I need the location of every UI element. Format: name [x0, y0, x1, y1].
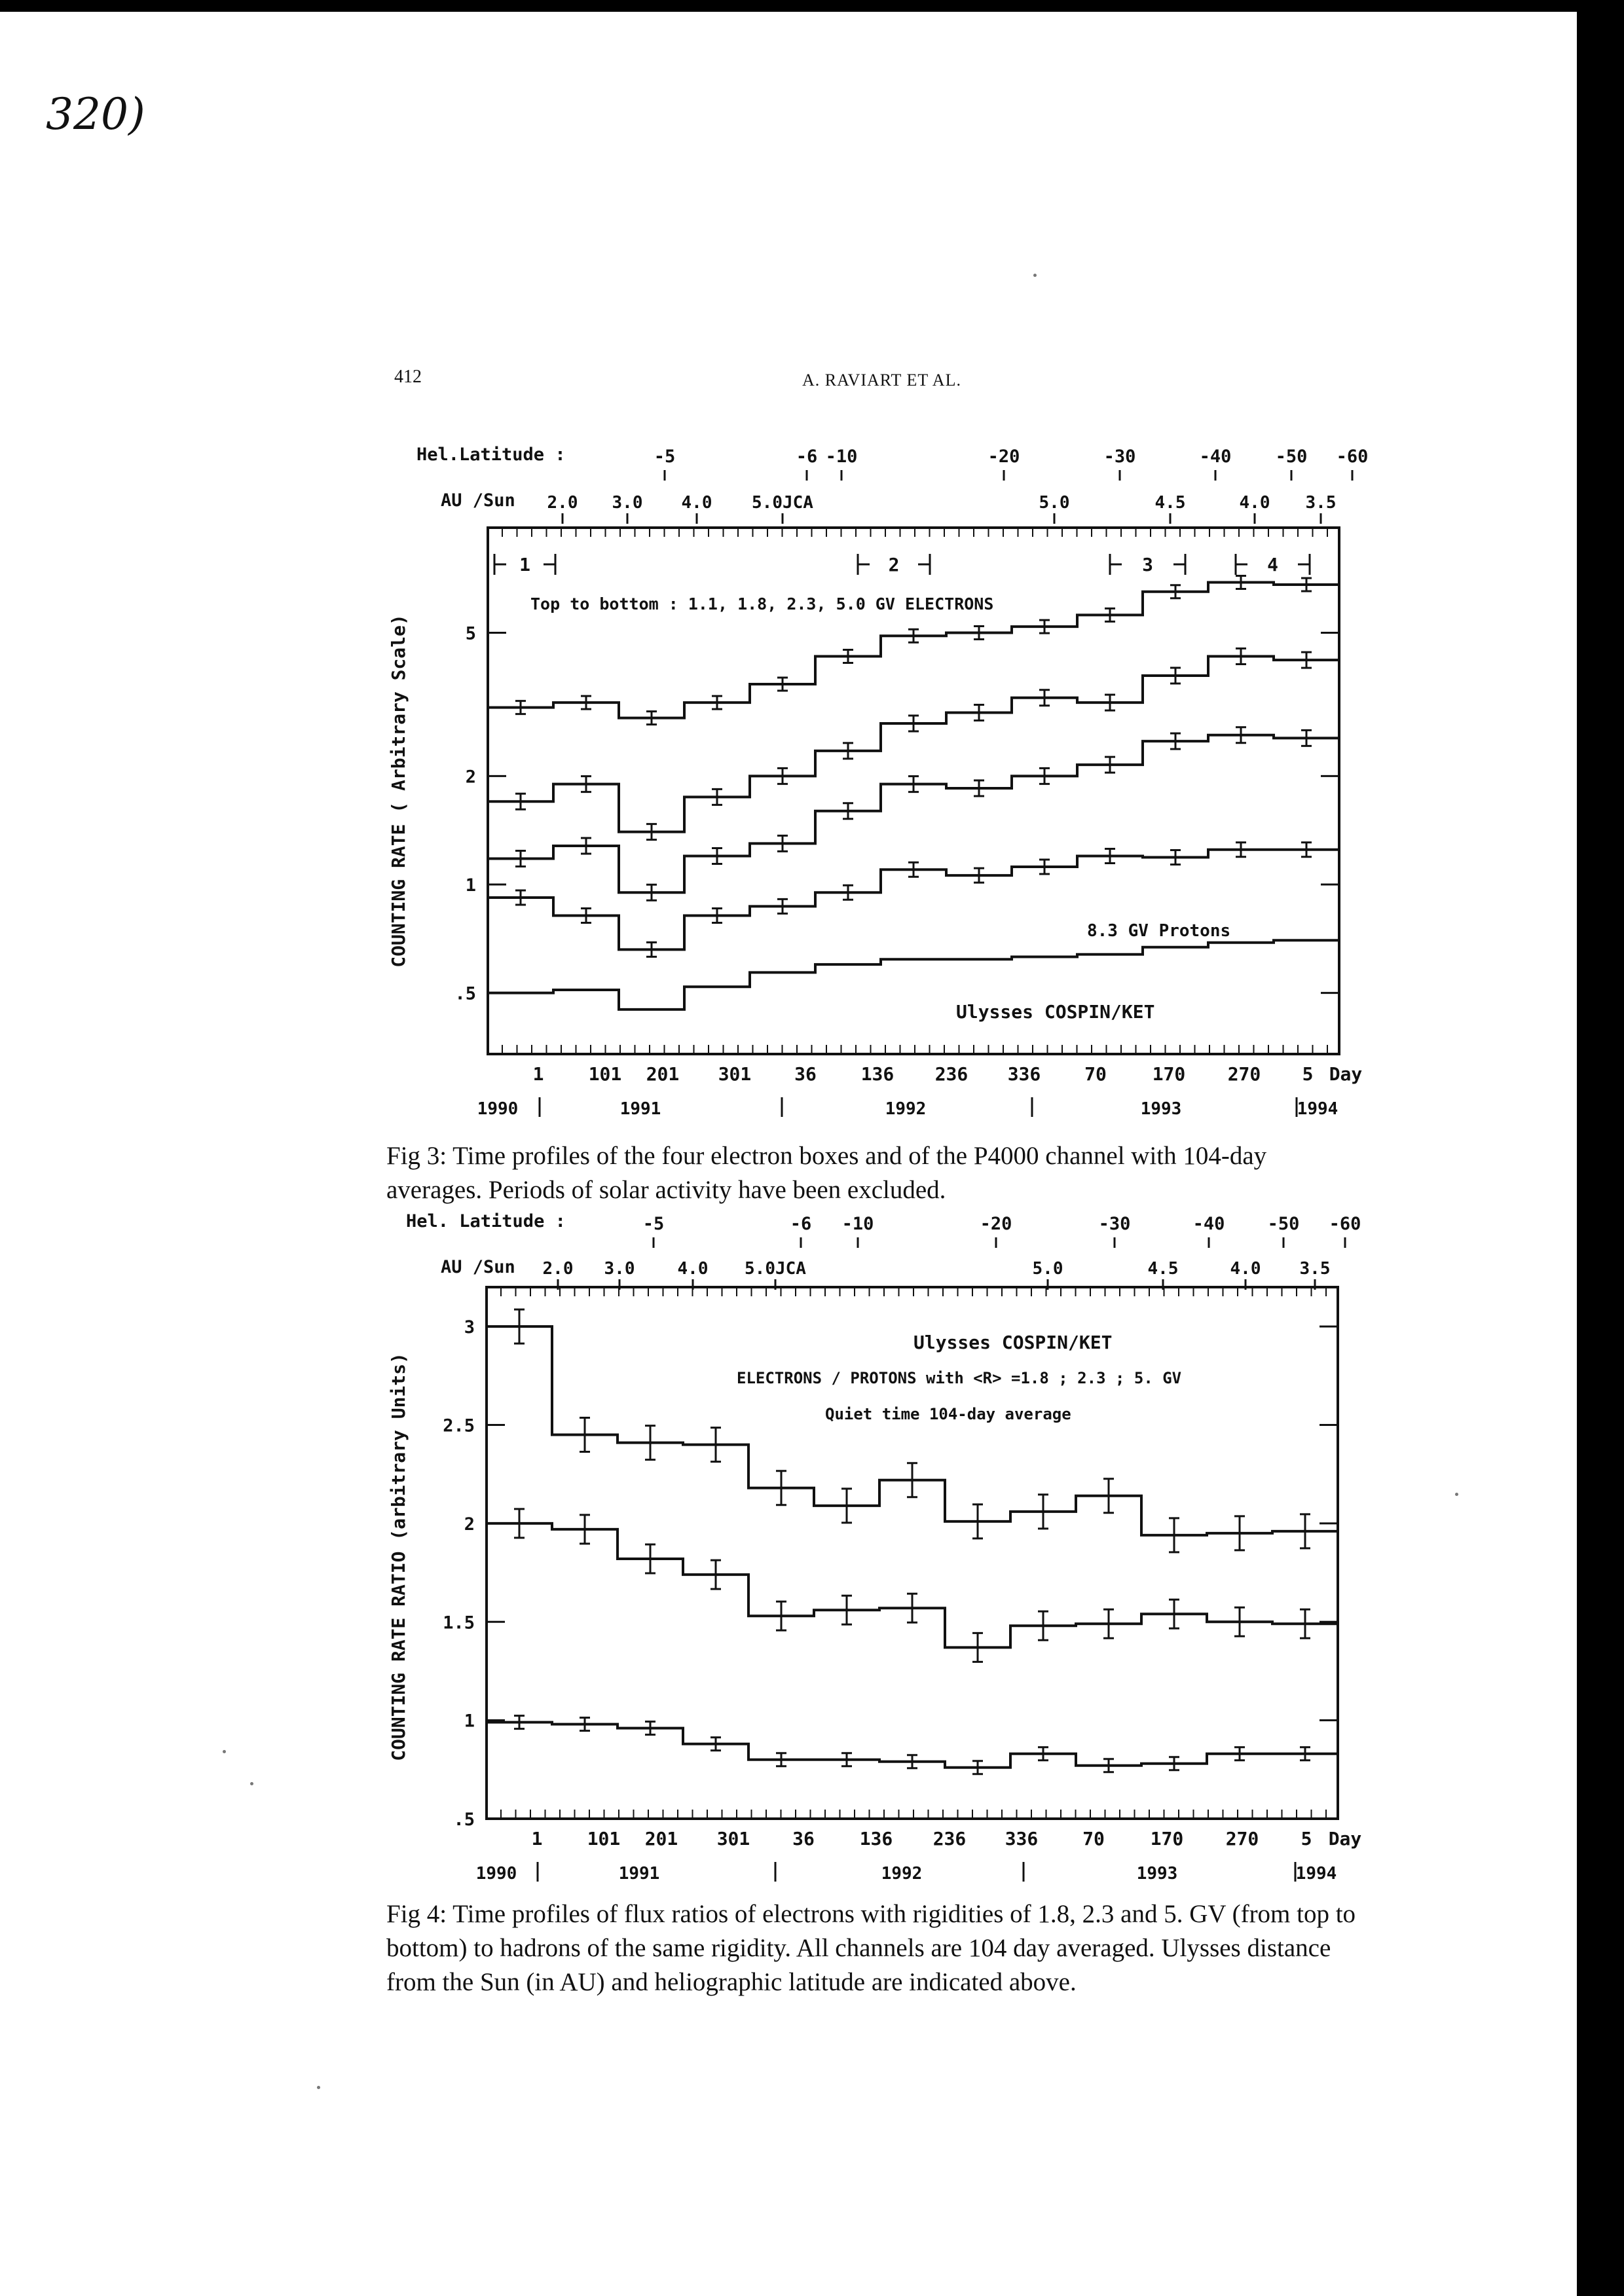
au-tick-label: 5.0JCA: [745, 1259, 806, 1279]
box-label: 1: [519, 554, 530, 575]
latitude-tick-label: -10: [841, 1214, 874, 1234]
fig3-instrument-label: Ulysses COSPIN/KET: [956, 1001, 1155, 1023]
au-tick-label: 3.0: [604, 1259, 635, 1279]
fig4-frame: [487, 1287, 1338, 1819]
box-label: 4: [1267, 554, 1278, 575]
fig3-caption: Fig 3: Time profiles of the four electron boxes and of the P4000 channel with 104-day averages. Periods of solar activity have been excluded.: [386, 1142, 1267, 1204]
fig3-year-axis: [477, 1097, 1338, 1119]
latitude-tick-label: -50: [1267, 1214, 1300, 1234]
au-tick-label: 4.5: [1154, 493, 1186, 513]
fig4-legend-line1: ELECTRONS / PROTONS with <R> =1.8 ; 2.3 ; 5. GV: [737, 1369, 1182, 1387]
fig4-chart: [367, 1203, 1388, 1897]
y-tick-label: 5: [465, 623, 476, 644]
day-tick-label: 1: [531, 1828, 543, 1850]
fig4-instrument-label: Ulysses COSPIN/KET: [913, 1332, 1113, 1353]
day-tick-label: 170: [1150, 1828, 1184, 1850]
fig3-day-axis: [533, 1063, 1363, 1085]
latitude-tick-label: -60: [1336, 446, 1369, 467]
au-tick-label: 4.0: [1239, 493, 1270, 513]
dust-speck: [317, 2086, 320, 2089]
fig4-legend-line2: Quiet time 104-day average: [825, 1405, 1071, 1423]
day-tick-label: 270: [1225, 1828, 1259, 1850]
dust-speck: [1455, 1493, 1458, 1496]
fig3-au-axis: [547, 493, 1337, 524]
year-label: 1990: [475, 1864, 517, 1884]
day-tick-label: 336: [1005, 1828, 1039, 1850]
day-tick-label: 336: [1007, 1063, 1041, 1085]
y-tick-label: .5: [453, 1810, 475, 1830]
day-tick-label: Day: [1328, 1828, 1362, 1850]
latitude-tick-label: -6: [796, 446, 818, 467]
day-tick-label: 101: [588, 1063, 622, 1085]
fig4-caption: Fig 4: Time profiles of flux ratios of electrons with rigidities of 1.8, 2.3 and 5. GV (from top to bottom) to hadrons of the same rigidity. All channels are 104 day averaged. Ulysses distance from the Sun (in AU) and heliographic latitude are indicated above.: [386, 1900, 1356, 1996]
au-tick-label: 3.5: [1305, 493, 1337, 513]
au-tick-label: 4.0: [1230, 1259, 1261, 1279]
day-tick-label: 1: [532, 1063, 544, 1085]
series-line-2: [488, 656, 1339, 831]
box-label: 2: [888, 554, 900, 575]
y-tick-label: 2: [464, 1514, 475, 1535]
latitude-tick-label: -40: [1192, 1214, 1225, 1234]
day-tick-label: 101: [587, 1828, 621, 1850]
au-tick-label: 4.0: [681, 493, 712, 513]
fig3-proton-label: 8.3 GV Protons: [1087, 921, 1231, 941]
au-tick-label: 2.0: [547, 493, 578, 513]
latitude-tick-label: -5: [642, 1214, 665, 1234]
dust-speck: [1033, 274, 1037, 277]
fig4-day-axis: [532, 1828, 1362, 1850]
day-tick-label: 136: [859, 1828, 893, 1850]
year-label: 1994: [1297, 1099, 1338, 1119]
day-tick-label: 201: [644, 1828, 678, 1850]
fig3-latitude-label: Hel.Latitude :: [416, 445, 566, 465]
day-tick-label: 236: [932, 1828, 967, 1850]
au-tick-label: 3.0: [612, 493, 643, 513]
day-tick-label: 70: [1084, 1063, 1107, 1085]
y-tick-label: 3: [464, 1317, 475, 1338]
fig4-y-label: COUNTING RATE RATIO (arbitrary Units): [388, 1353, 409, 1761]
au-tick-label: 5.0: [1032, 1259, 1063, 1279]
au-tick-label: 3.5: [1299, 1259, 1331, 1279]
fig3-box-markers: [494, 554, 1310, 575]
year-label: 1992: [881, 1864, 923, 1884]
series-line-2: [487, 1523, 1338, 1647]
latitude-tick-label: -30: [1098, 1214, 1131, 1234]
au-tick-label: 2.0: [542, 1259, 574, 1279]
y-tick-label: 2.5: [443, 1415, 475, 1436]
year-label: 1990: [477, 1099, 519, 1119]
day-tick-label: 136: [860, 1063, 895, 1085]
day-tick-label: 36: [794, 1063, 817, 1085]
au-tick-label: 5.0JCA: [752, 493, 813, 513]
fig4-minor-ticks: [501, 1287, 1326, 1819]
paper-sheet: [0, 12, 1577, 2296]
day-tick-label: 270: [1227, 1063, 1261, 1085]
latitude-tick-label: -20: [980, 1214, 1012, 1234]
running-head: A. RAVIART ET AL.: [802, 371, 961, 390]
fig4-au-label: AU /Sun: [441, 1257, 515, 1277]
latitude-tick-label: -30: [1103, 446, 1136, 467]
latitude-tick-label: -20: [987, 446, 1020, 467]
day-tick-label: 5: [1302, 1063, 1314, 1085]
fig3-chart: [367, 424, 1388, 1138]
latitude-tick-label: -5: [654, 446, 676, 467]
day-tick-label: 236: [934, 1063, 969, 1085]
day-tick-label: 5: [1301, 1828, 1312, 1850]
latitude-tick-label: -6: [790, 1214, 812, 1234]
fig3-electron-legend: Top to bottom : 1.1, 1.8, 2.3, 5.0 GV ELECTRONS: [530, 594, 994, 613]
year-label: 1991: [619, 1099, 661, 1119]
dust-speck: [223, 1750, 226, 1753]
page-number: 412: [394, 367, 422, 387]
y-tick-label: 1: [465, 875, 476, 896]
day-tick-label: 170: [1152, 1063, 1186, 1085]
handwritten-note: 320): [46, 89, 145, 139]
latitude-tick-label: -10: [825, 446, 858, 467]
day-tick-label: 201: [646, 1063, 680, 1085]
fig4-y-axis: [443, 1317, 1338, 1830]
dust-speck: [250, 1782, 253, 1785]
day-tick-label: 70: [1082, 1828, 1105, 1850]
fig3-au-label: AU /Sun: [441, 490, 515, 511]
day-tick-label: 301: [718, 1063, 752, 1085]
fig4-year-axis: [476, 1862, 1337, 1884]
year-label: 1993: [1140, 1099, 1182, 1119]
fig3-y-label: COUNTING RATE ( Arbitrary Scale): [388, 614, 409, 968]
day-tick-label: 301: [716, 1828, 750, 1850]
year-label: 1992: [885, 1099, 927, 1119]
latitude-tick-label: -40: [1199, 446, 1232, 467]
y-tick-label: 1.5: [443, 1613, 475, 1633]
year-label: 1991: [618, 1864, 660, 1884]
series-line-5: [488, 940, 1339, 1010]
au-tick-label: 4.0: [677, 1259, 709, 1279]
fig4-latitude-axis: [643, 1214, 1361, 1248]
day-tick-label: 36: [792, 1828, 815, 1850]
fig4-latitude-label: Hel. Latitude :: [406, 1211, 566, 1231]
year-label: 1993: [1136, 1864, 1178, 1884]
y-tick-label: 2: [465, 767, 476, 788]
au-tick-label: 5.0: [1039, 493, 1070, 513]
series-line-1: [487, 1326, 1338, 1535]
fig3-latitude-axis: [654, 446, 1369, 481]
fig4-au-axis: [543, 1259, 1331, 1290]
latitude-tick-label: -50: [1275, 446, 1308, 467]
year-label: 1994: [1295, 1864, 1337, 1884]
au-tick-label: 4.5: [1147, 1259, 1179, 1279]
y-tick-label: .5: [454, 983, 476, 1004]
y-tick-label: 1: [464, 1711, 475, 1732]
day-tick-label: Day: [1329, 1063, 1363, 1085]
fig3-series-group: [488, 575, 1339, 1009]
latitude-tick-label: -60: [1329, 1214, 1361, 1234]
box-label: 3: [1142, 554, 1153, 575]
